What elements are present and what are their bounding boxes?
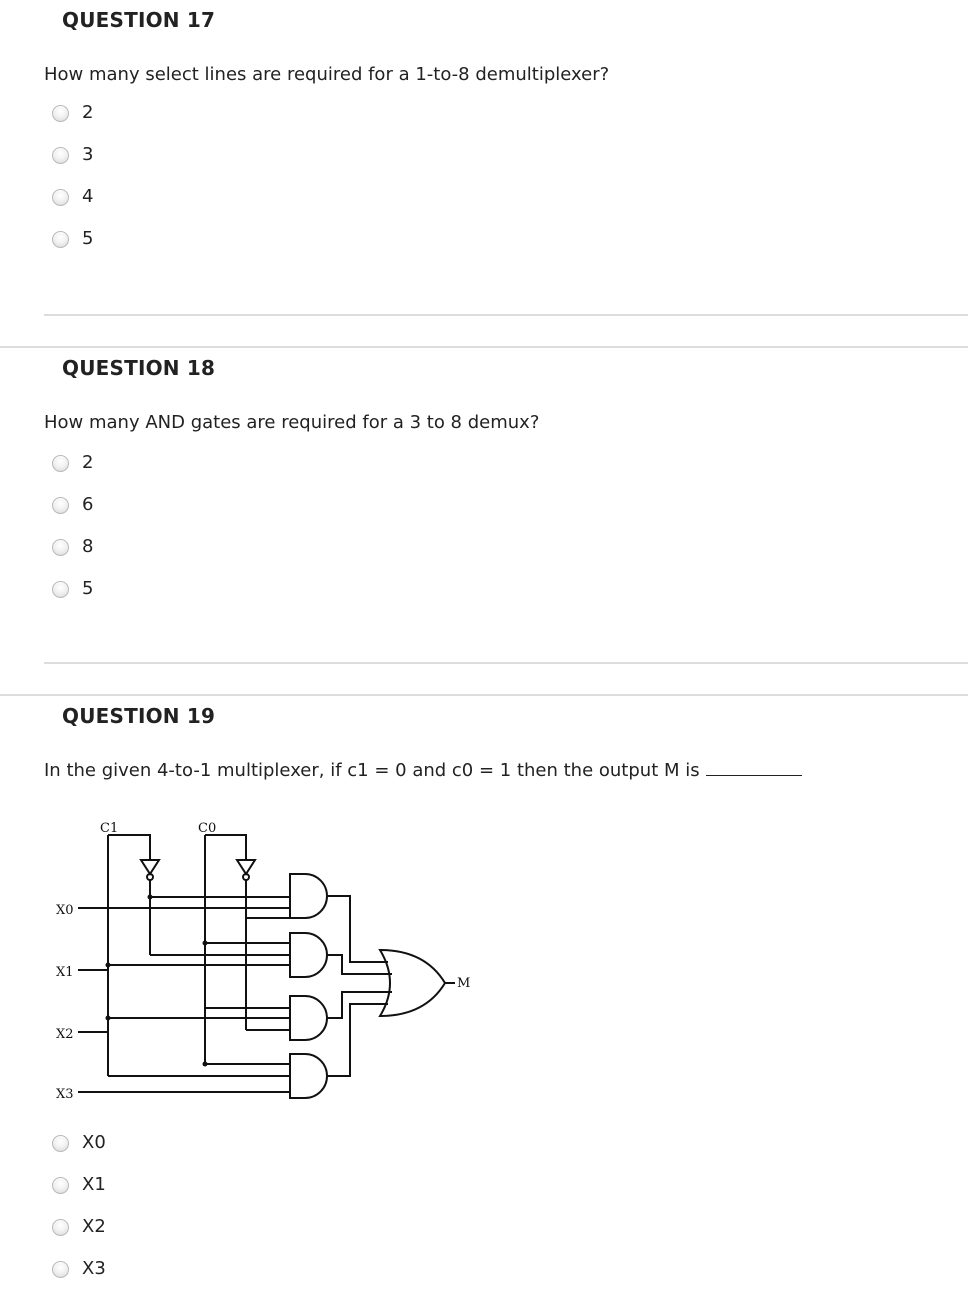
- and-gate-1: [290, 933, 327, 977]
- label-x2: X2: [56, 1027, 74, 1042]
- answer-blank: [706, 761, 802, 776]
- radio-button[interactable]: [52, 497, 69, 514]
- question-18-option[interactable]: [52, 494, 94, 516]
- option-label: 6: [82, 494, 94, 515]
- radio-button[interactable]: [52, 189, 69, 206]
- question-17-option[interactable]: [52, 102, 94, 124]
- question-17-title: QUESTION 17: [62, 8, 216, 32]
- question-18-option[interactable]: [52, 578, 94, 600]
- question-18-option[interactable]: [52, 536, 94, 558]
- radio-button[interactable]: [52, 231, 69, 248]
- question-19-text: [44, 760, 802, 781]
- option-label: 8: [82, 536, 94, 557]
- question-19-title: QUESTION 19: [62, 704, 216, 728]
- and-gate-0: [290, 874, 327, 918]
- and1-to-or: [327, 955, 392, 974]
- radio-button[interactable]: [52, 1177, 69, 1194]
- option-label: 2: [82, 452, 94, 473]
- not-gate-c1: [141, 860, 159, 874]
- radio-button[interactable]: [52, 455, 69, 472]
- question-17-option[interactable]: [52, 144, 94, 166]
- option-label: 3: [82, 144, 94, 165]
- label-c0: C0: [198, 821, 217, 836]
- option-label: 4: [82, 186, 94, 207]
- label-x1: X1: [56, 965, 74, 980]
- label-c1: C1: [100, 821, 119, 836]
- section-divider: [0, 346, 968, 348]
- junction-dot: [106, 963, 111, 968]
- option-label: 5: [82, 578, 94, 599]
- and0-to-or: [327, 896, 388, 962]
- question-19-option[interactable]: [52, 1258, 106, 1280]
- and-gate-2: [290, 996, 327, 1040]
- question-19-option[interactable]: [52, 1132, 106, 1154]
- not-gate-c0: [237, 860, 255, 874]
- question-divider: [44, 662, 968, 664]
- or-gate: [380, 950, 445, 1016]
- radio-button[interactable]: [52, 105, 69, 122]
- and-gate-3: [290, 1054, 327, 1098]
- label-x0: X0: [56, 903, 74, 918]
- not-gate-c0-bubble: [243, 874, 249, 880]
- option-label: 2: [82, 102, 94, 123]
- question-18-title: QUESTION 18: [62, 356, 216, 380]
- junction-dot: [148, 895, 153, 900]
- option-label: X2: [82, 1216, 106, 1237]
- option-label: X0: [82, 1132, 106, 1153]
- c0-branch: [205, 835, 246, 860]
- section-divider: [0, 694, 968, 696]
- radio-button[interactable]: [52, 581, 69, 598]
- label-x3: X3: [56, 1087, 74, 1102]
- radio-button[interactable]: [52, 1135, 69, 1152]
- junction-dot: [203, 1062, 208, 1067]
- label-m: M: [457, 976, 471, 991]
- question-17-text: How many select lines are required for a 1-to-8 demultiplexer?: [44, 64, 610, 85]
- question-19-text-content: In the given 4-to-1 multiplexer, if c1 = 0 and c0 = 1 then the output M is: [44, 760, 700, 781]
- option-label: 5: [82, 228, 94, 249]
- and3-to-or: [327, 1004, 388, 1076]
- radio-button[interactable]: [52, 1261, 69, 1278]
- multiplexer-diagram: [40, 812, 500, 1112]
- not-gate-c1-bubble: [147, 874, 153, 880]
- question-17-option[interactable]: [52, 228, 94, 250]
- question-18-option[interactable]: [52, 452, 94, 474]
- question-19-option[interactable]: [52, 1216, 106, 1238]
- junction-dot: [203, 941, 208, 946]
- junction-dot: [106, 1016, 111, 1021]
- c1-branch: [108, 835, 150, 860]
- question-18-text: How many AND gates are required for a 3 to 8 demux?: [44, 412, 540, 433]
- option-label: X3: [82, 1258, 106, 1279]
- radio-button[interactable]: [52, 539, 69, 556]
- radio-button[interactable]: [52, 1219, 69, 1236]
- question-divider: [44, 314, 968, 316]
- question-17-option[interactable]: [52, 186, 94, 208]
- radio-button[interactable]: [52, 147, 69, 164]
- option-label: X1: [82, 1174, 106, 1195]
- question-19-option[interactable]: [52, 1174, 106, 1196]
